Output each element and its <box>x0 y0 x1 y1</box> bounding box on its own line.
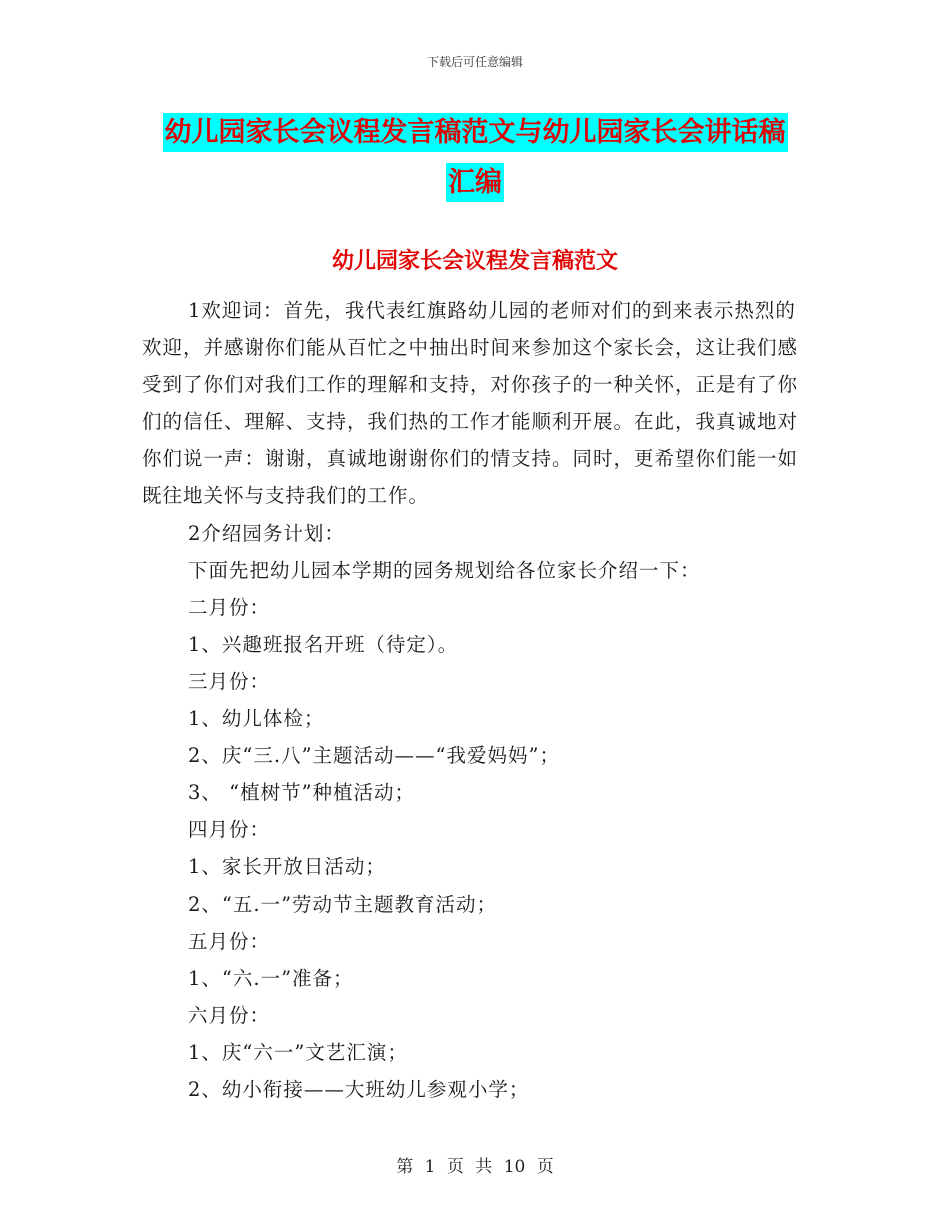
body-line: 五月份： <box>188 929 271 953</box>
body-line: 1、庆“六一”文艺汇演； <box>188 1040 408 1064</box>
welcome-paragraph: 1欢迎词：首先，我代表红旗路幼儿园的老师对们的到来表示热烈的欢迎，并感谢你们能从百忙之中抽出时间来参加这个家长会，这让我们感受到了你们对我们工作的理解和支持，对你孩子的一种关怀，正是有了你们的信任、理解、支持，我们热的工作才能顺利开展。在此，我真诚地对你们说一声：谢谢，真诚地谢谢你们的情支持。同时，更希望你们能一如既往地关怀与支持我们的工作。 <box>142 299 799 508</box>
body-line: 2介绍园务计划： <box>188 521 345 545</box>
document-title-line-1: 幼儿园家长会议程发言稿范文与幼儿园家长会讲话稿 <box>163 113 788 152</box>
document-body <box>142 292 812 1108</box>
body-line: 六月份： <box>188 1003 271 1027</box>
document-title <box>140 108 810 208</box>
section-title: 幼儿园家长会议程发言稿范文 <box>331 248 618 274</box>
document-title-line-2: 汇编 <box>446 163 504 202</box>
header-note: 下载后可任意编辑 <box>426 55 523 69</box>
body-line: 3、 “植树节”种植活动； <box>188 781 416 805</box>
page-footer: 第 1 页 共 10 页 <box>396 1157 554 1177</box>
body-line: 三月份： <box>188 669 271 693</box>
body-line: 1、家长开放日活动； <box>188 855 386 879</box>
body-line: 1、幼儿体检； <box>188 707 325 731</box>
body-line: 1、兴趣班报名开班（待定）。 <box>188 632 459 656</box>
body-line: 2、幼小衔接——大班幼儿参观小学； <box>188 1077 530 1101</box>
body-line: 2、“五.一”劳动节主题教育活动； <box>188 892 498 916</box>
body-line: 四月份： <box>188 818 271 842</box>
body-line: 下面先把幼儿园本学期的园务规划给各位家长介绍一下： <box>188 558 701 582</box>
body-line: 2、庆“三.八”主题活动——“我爱妈妈”； <box>188 744 560 768</box>
body-line: 二月份： <box>188 595 271 619</box>
body-line: 1、“六.一”准备； <box>188 966 354 990</box>
